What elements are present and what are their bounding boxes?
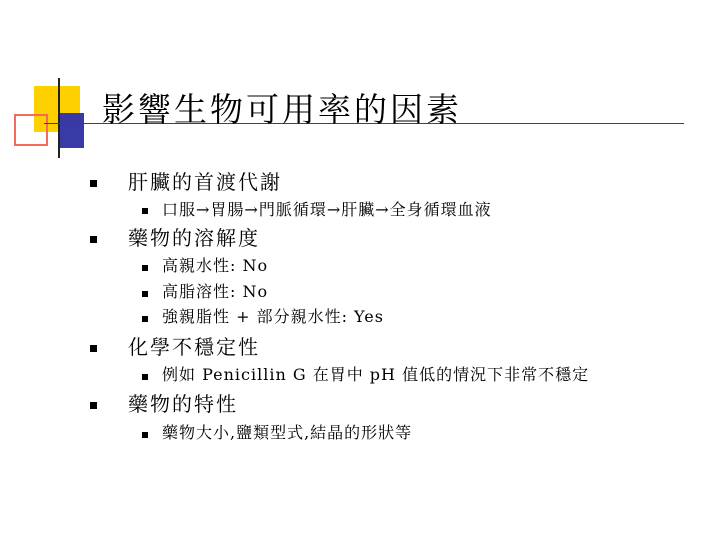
sub-bullet-square-icon <box>142 265 148 271</box>
bullet-square-icon <box>90 402 97 409</box>
sub-bullet-item-4-1: 藥物大小,鹽類型式,結晶的形狀等 <box>162 423 413 442</box>
sub-bullet-square-icon <box>142 208 148 214</box>
sub-bullet-item-1-1: 口服→胃腸→門脈循環→肝臟→全身循環血液 <box>162 200 492 219</box>
bullet-item-2: 藥物的溶解度 <box>128 226 260 250</box>
decor-red-square-outline <box>14 114 48 146</box>
bullet-item-3: 化學不穩定性 <box>128 335 260 359</box>
sub-bullet-item-2-2: 高脂溶性: No <box>162 282 269 301</box>
bullet-item-4: 藥物的特性 <box>128 392 238 416</box>
bullet-item-1: 肝臟的首渡代謝 <box>128 170 282 194</box>
sub-bullet-item-2-3: 強親脂性 + 部分親水性: Yes <box>162 307 384 326</box>
bullet-square-icon <box>90 180 97 187</box>
sub-bullet-square-icon <box>142 374 148 380</box>
sub-bullet-square-icon <box>142 432 148 438</box>
decor-vertical-line <box>58 78 60 158</box>
decor-blue-rectangle <box>58 113 84 148</box>
sub-bullet-square-icon <box>142 291 148 297</box>
bullet-square-icon <box>90 345 97 352</box>
sub-bullet-item-2-1: 高親水性: No <box>162 256 269 275</box>
sub-bullet-item-3-1: 例如 Penicillin G 在胃中 pH 值低的情況下非常不穩定 <box>162 365 590 384</box>
sub-bullet-square-icon <box>142 316 148 322</box>
bullet-square-icon <box>90 236 97 243</box>
slide-title: 影響生物可用率的因素 <box>102 90 462 129</box>
